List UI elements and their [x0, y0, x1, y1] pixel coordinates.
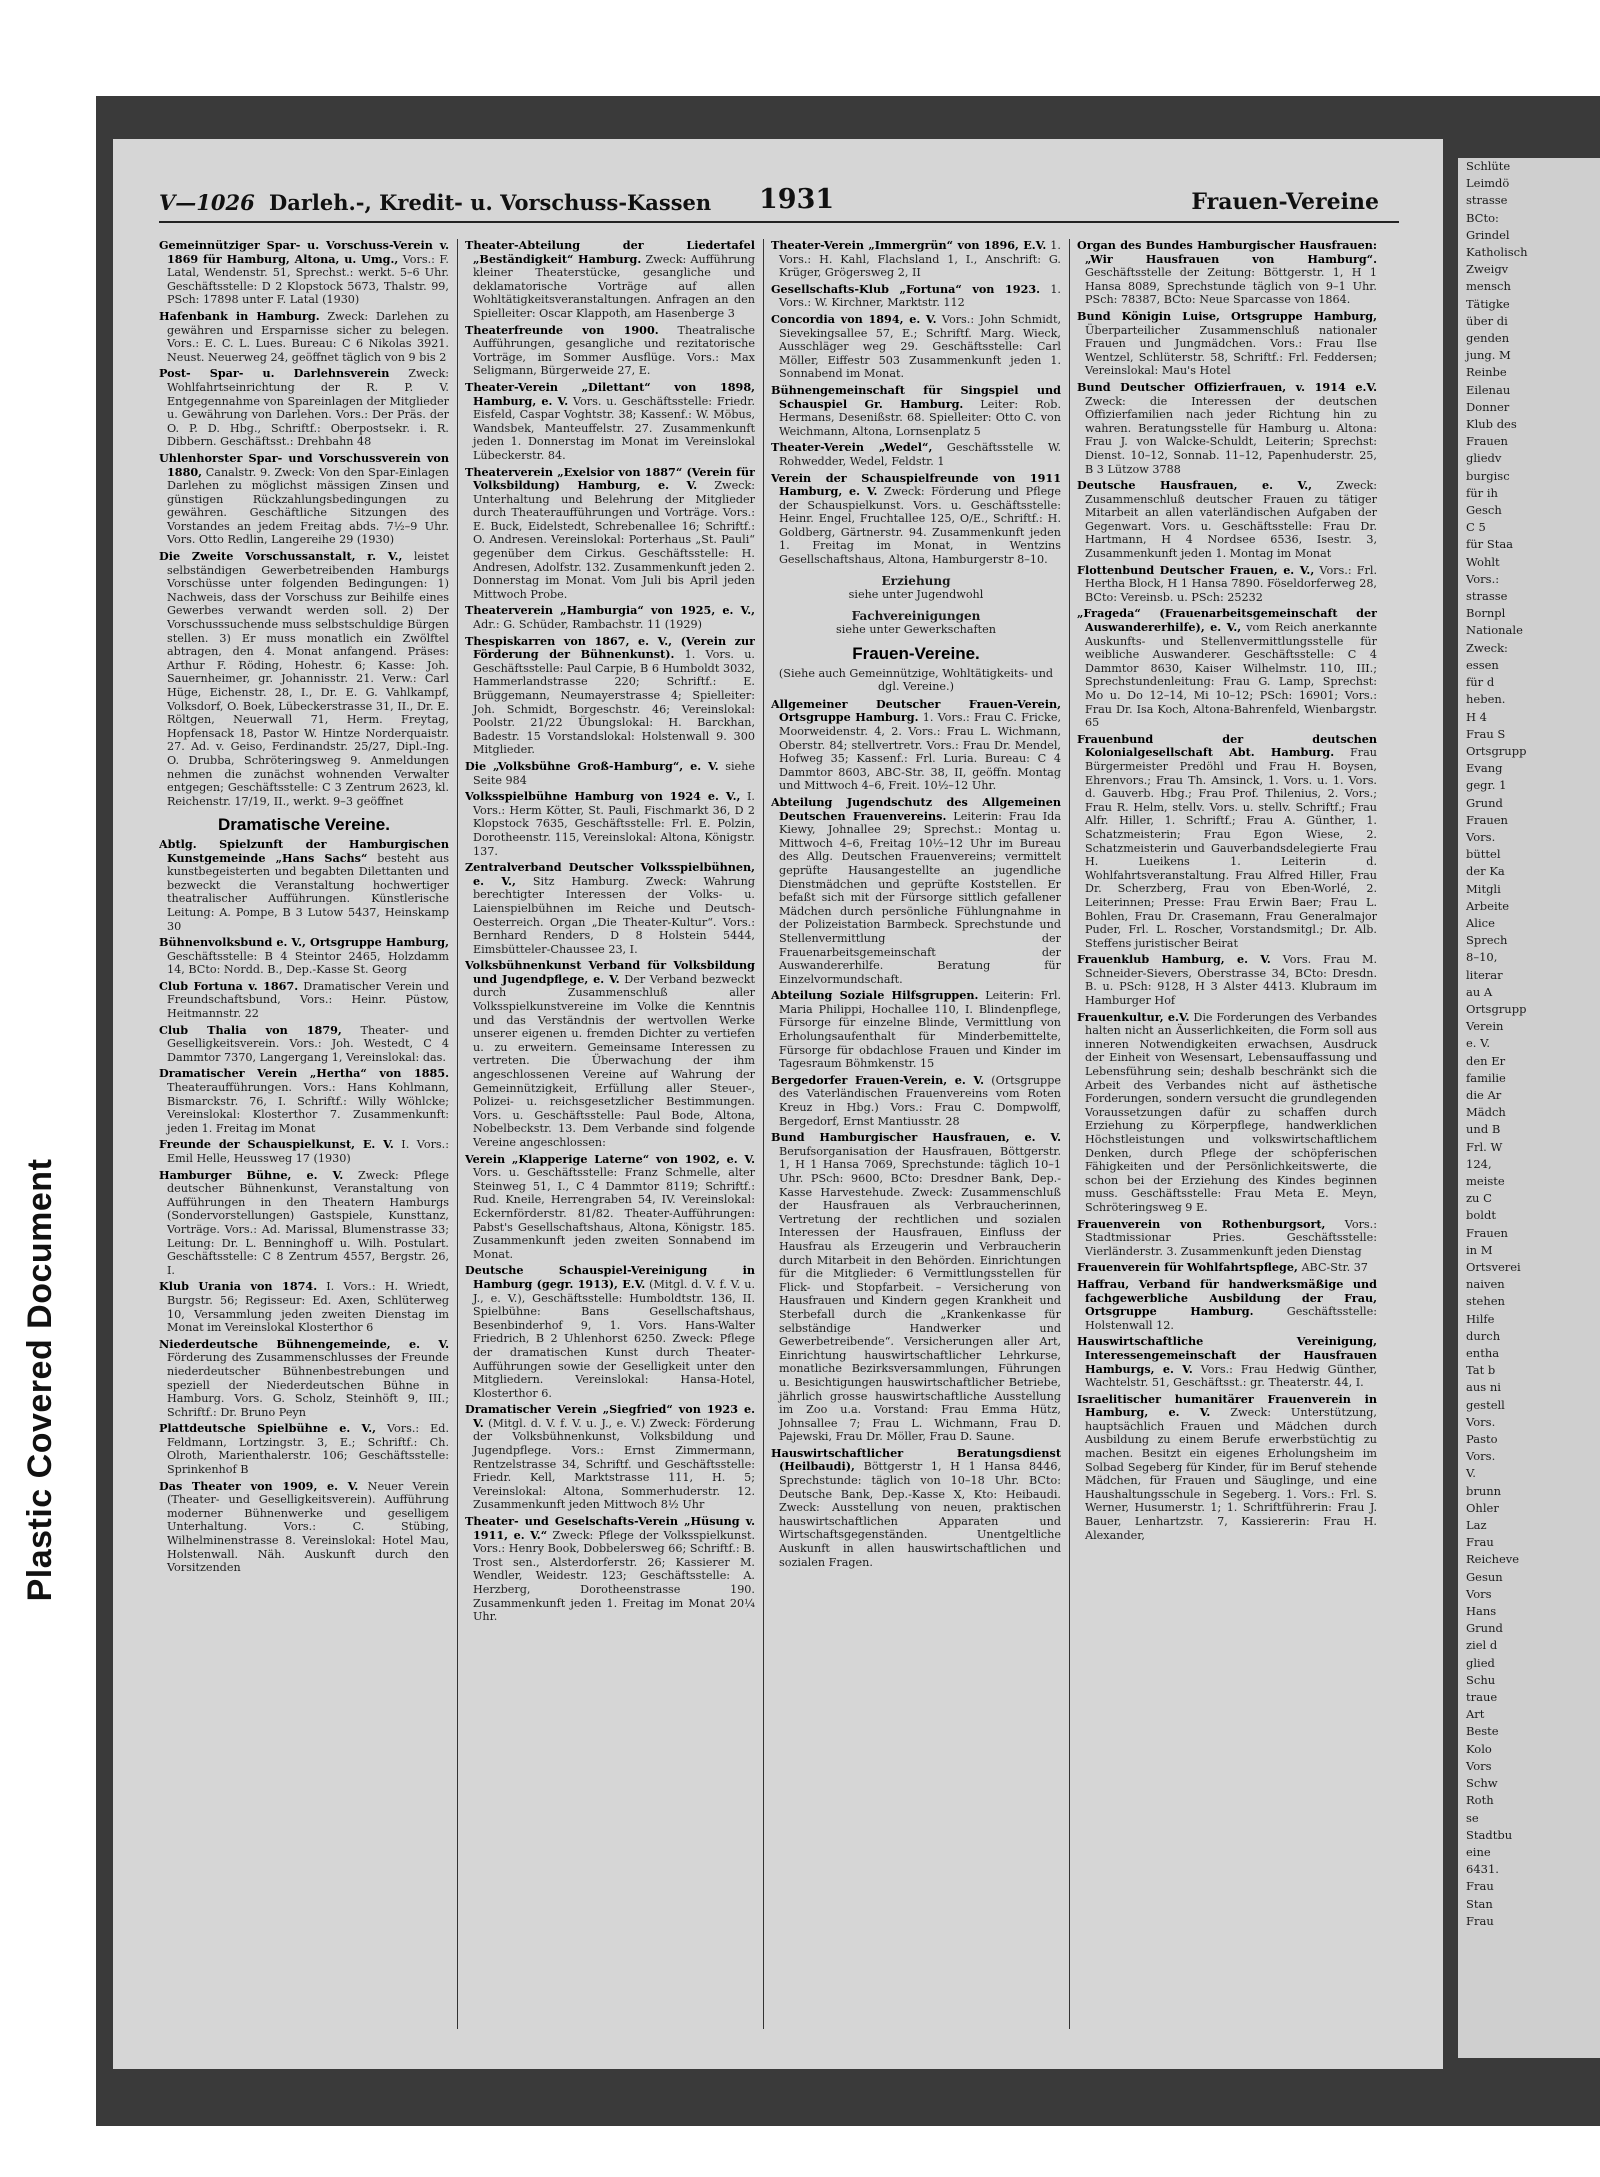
fragment-line: Reinbe: [1466, 365, 1507, 380]
fragment-line: Frau: [1466, 1535, 1494, 1550]
entry-name: Klub Urania von 1874.: [159, 1279, 318, 1294]
fragment-line: büttel: [1466, 847, 1501, 862]
plastic-covered-label: Plastic Covered Document: [21, 1158, 59, 1602]
fragment-line: au A: [1466, 984, 1493, 999]
fragment-line: Sprech: [1466, 933, 1508, 948]
entry-text: Leiterin: Frau Ida Kiewy, Johnallee 29; Sprechst.: Montag u. Mittwoch 4–6, Freitag 10½–12 Uhr im Bureau des Allg. Deutschen Frauenvereins; vermittelt geprüfte Hausangestellte an jugendliche Dienstmädchen und geprüfte Koststellen. Er befaßt sich mit der Fürsorge sittlich gefallener Mädchen durch persönliche Fühlungnahme in der Polizeistation Barmbeck. Sprechstunde und Stellenvermittlung der Frauenarbeitsgemeinschaft der Auswandererhilfe. Beratung für Einzelvormundschaft.: [779, 809, 1061, 986]
fragment-line: Eilenau: [1466, 382, 1511, 397]
entry-list: [465, 239, 755, 1624]
directory-entry: [1077, 381, 1377, 476]
fragment-line: familie: [1466, 1070, 1506, 1085]
column-3: [771, 239, 1061, 2039]
entry-text: Geschäftsstelle: B 4 Steintor 2465, Holzdamm 14, BCto: Nordd. B., Dep.-Kasse St. Georg: [167, 949, 449, 977]
entry-name: Theater-Verein „Immergrün“ von 1896, E.V.: [771, 239, 1047, 252]
fragment-line: Ortsgrupp: [1466, 743, 1527, 758]
fragment-line: genden: [1466, 331, 1510, 346]
fragment-line: Frau S: [1466, 726, 1506, 741]
directory-entry: [1077, 1011, 1377, 1215]
entry-name: Bund Deutscher Offizierfrauen, v. 1914 e.V.: [1077, 379, 1377, 394]
directory-entry: [159, 838, 449, 933]
directory-entry: [159, 367, 449, 449]
fragment-line: Art: [1466, 1707, 1485, 1722]
directory-entry: [1077, 1261, 1377, 1275]
fragment-line: C 5: [1466, 520, 1486, 535]
entry-name: Uhlenhorster Spar- und Vorschussverein von 1880,: [159, 450, 449, 479]
fragment-line: Schw: [1466, 1776, 1498, 1791]
fragment-line: und B: [1466, 1122, 1501, 1137]
entry-name: Zentralverband Deutscher Volksspielbühnen, e. V.,: [465, 860, 755, 888]
directory-entry: [159, 1480, 449, 1575]
entry-name: Volksbühnenkunst Verband für Volksbildung und Jugendpflege, e. V.: [465, 958, 755, 986]
fragment-line: den Er: [1466, 1053, 1506, 1068]
entry-name: Frauenverein von Rothenburgsort,: [1077, 1216, 1326, 1231]
entry-text: Vors. Frau M. Schneider-Sievers, Oberstrasse 34, BCto: Dresdn. B. u. PSch: 9128, H 3 Alster 4413. Klubraum im Hamburger Hof: [1085, 953, 1377, 1008]
directory-entry: [159, 550, 449, 808]
entry-name: Hamburger Bühne, e. V.: [159, 1167, 344, 1182]
fragment-line: stehen: [1466, 1294, 1505, 1309]
directory-entry: [771, 1447, 1061, 1569]
entry-list: [1077, 239, 1377, 1542]
fragment-line: essen: [1466, 657, 1499, 672]
directory-entry: [465, 635, 755, 757]
entry-text: Leiterin: Frl. Maria Philippi, Hochallee 110, I. Blindenpflege, Fürsorge für einzelne Blinde, Vermittlung von Erholungsaufenthalt für Minderbemittelte, Fürsorge für obdachlose Frauen und Kinder im Tagesraum Böhmkenstr. 15: [779, 989, 1061, 1071]
entry-name: Bühnenvolksbund e. V., Ortsgruppe Hamburg,: [159, 935, 449, 950]
fragment-line: zu C: [1466, 1191, 1492, 1206]
directory-entry: [159, 239, 449, 307]
fragment-line: Kolo: [1466, 1741, 1492, 1756]
entry-name: Bund Königin Luise, Ortsgruppe Hamburg,: [1077, 308, 1377, 323]
directory-entry: [1077, 1218, 1377, 1259]
fragment-line: Beste: [1466, 1724, 1499, 1739]
entry-name: Frauenklub Hamburg, e. V.: [1077, 952, 1271, 967]
directory-entry: [1077, 239, 1377, 307]
fragment-line: 124,: [1466, 1156, 1492, 1171]
directory-entry: [159, 1338, 449, 1420]
entry-text: Zweck: Pflege deutscher Bühnenkunst, Veranstaltung von Aufführungen in den Theatern Hamburgs (Sondervorstellungen) Gastspiele, Kunsttanz, Vorträge. Vors.: Ad. Marissal, Blumenstrasse 33; Leitung: Dr. L. Benninghoff u. Wilh. Postulart. Geschäftsstelle: C 8 Zentrum 4557, Bergstr. 26, I.: [167, 1168, 449, 1277]
fragment-line: V.: [1466, 1466, 1476, 1481]
entry-name: Hafenbank in Hamburg.: [159, 308, 320, 323]
directory-entry: [771, 384, 1061, 438]
fragment-line: Frauen: [1466, 1225, 1508, 1240]
fragment-line: Leimdö: [1466, 176, 1510, 191]
entry-name: Theater-Verein „Dilettant“ von 1898, Hamburg, e. V.: [465, 379, 755, 408]
column-rule: [457, 239, 458, 2029]
entry-text: Die Forderungen des Verbandes halten nicht an Äusserlichkeiten, die Form soll aus inneren Notwendigkeiten erwachsen, Ausdruck der Einheit von Wesensart, Lebensauffassung und Lebensführung sein; deshalb beschränkt sich die Arbeit des Verbandes nicht auf ästhetische Forderungen, sondern versucht die grundlegenden Voraussetzungen dafür zu schaffen durch Erziehung zu Körperpflege, handwerklichen Höchstleistungen und volkswirtschaftlichem Denken, durch Pflege der schöpferischen Fähigkeiten und der Persönlichkeitswerte, die schon bei der Erziehung des Kindes beginnen muss. Geschäftsstelle: Frau Meta E. Meyn, Schröteringsweg 9 E.: [1085, 1010, 1377, 1214]
entry-name: Niederdeutsche Bühnengemeinde, e. V.: [159, 1336, 449, 1351]
entry-name: Bund Hamburgischer Hausfrauen, e. V.: [771, 1130, 1061, 1145]
entry-text: Theateraufführungen. Vors.: Hans Kohlmann, Bismarckstr. 76, I. Schriftf.: Willy Wöhlcke; Vereinslokal: Klosterthor 7. Zusammenkunft: jeden 1. Freitag im Monat: [167, 1081, 449, 1135]
entry-text: Sitz Hamburg. Zweck: Wahrung berechtigter Interessen der Volks- u. Laienspielbühnen im Reiche und Deutsch-Oesterreich. Organ „Die Theater-Kultur“. Vors.: Bernhard Renders, D 8 Holstein 5444, Eimsbütteler-Chaussee 23, I.: [473, 874, 755, 956]
fragment-line: literar: [1466, 967, 1503, 982]
fragment-line: Vors.: [1466, 829, 1496, 844]
fragment-line: der Ka: [1466, 864, 1505, 879]
document-page: [113, 139, 1443, 2069]
fragment-line: heben.: [1466, 692, 1506, 707]
fragment-line: gegr. 1: [1466, 778, 1507, 793]
entry-name: Das Theater von 1909, e. V.: [159, 1478, 359, 1493]
fragment-line: Mädch: [1466, 1105, 1506, 1120]
directory-entry: [771, 441, 1061, 468]
directory-entry: [159, 310, 449, 364]
entry-name: Haffrau, Verband für handwerksmäßige und fachgewerbliche Ausbildung der Frau, Ortsgruppe Hamburg.: [1077, 1276, 1377, 1319]
entry-text: Adr.: G. Schüder, Rambachstr. 11 (1929): [473, 618, 702, 632]
directory-entry: [159, 1138, 449, 1165]
heading-fachvereinigungen: Fachvereinigungen: [851, 608, 981, 623]
entry-text: Zweck: Förderung und Pflege der Schauspielkunst. Vors. u. Geschäftsstelle: Heinr. Engel, Fruchtallee 125, O/E., Schriftf.: H. Goldberg, Gärtnerstr. 94. Zusammenkunft jeden 1. Freitag im Monat, in Wentzins Gesellschaftshaus, Altona, Hamburgerstr 8–10.: [779, 485, 1061, 567]
directory-entry: [1077, 310, 1377, 378]
column-rule: [763, 239, 764, 2029]
column-4: [1077, 239, 1377, 2039]
entry-name: Bühnengemeinschaft für Singspiel und Schauspiel Gr. Hamburg.: [771, 382, 1061, 411]
fragment-line: Vors: [1466, 1758, 1492, 1773]
column-2: [465, 239, 755, 2039]
entry-text: vom Reich anerkannte Auskunfts- und Stellenvermittlungsstelle für weibliche Auswanderer. Geschäftsstelle: C 4 Dammtor 8630, Kaiser Wilhelmstr. 110, III.; Sprechstundenleitung: Frau G. Lamp, Sprechst: Mo u. Do 12–14, Mi 10–12; PSch: 16901; Vors.: Frau Dr. Isa Koch, Altona-Bahrenfeld, Wienbargstr. 65: [1085, 621, 1377, 730]
fragment-line: e. V.: [1466, 1036, 1491, 1051]
fragment-line: Ortsgrupp: [1466, 1001, 1527, 1016]
page-number: V—1026: [159, 190, 255, 215]
entry-text: Vors.: Ed. Feldmann, Lortzingstr. 3, E.; Schriftf.: Ch. Olroth, Marienthalerstr. 106; Geschäftsstelle: Sprinkenhof B: [167, 1422, 449, 1477]
adjacent-page-fragment: [1458, 158, 1600, 2058]
entry-name: Abteilung Jugendschutz des Allgemeinen Deutschen Frauenvereins.: [771, 794, 1061, 823]
entry-text: Geschäftsstelle: Holstenwall 12.: [1085, 1305, 1377, 1332]
fragment-line: aus ni: [1466, 1380, 1501, 1395]
entry-name: Theaterverein „Hamburgia“ von 1925, e. V.,: [465, 603, 755, 618]
entry-name: Concordia von 1894, e. V.: [771, 311, 937, 326]
entry-text: Vors.: Frl. Hertha Block, H 1 Hansa 7890. Föseldorferweg 28, BCto: Vereinsb. u. PSch: 25232: [1085, 563, 1377, 604]
fragment-line: BCto:: [1466, 210, 1499, 225]
entry-text: Zweck: Darlehen zu gewähren und Ersparnisse sicher zu belegen. Vors.: E. C. L. Lues. Bureau: C 6 Nikolas 3921. Neust. Neuerweg 24, geöffnet täglich von 9 bis 2: [167, 309, 449, 364]
directory-entry: [465, 959, 755, 1149]
entry-name: Deutsche Hausfrauen, e. V.,: [1077, 478, 1313, 493]
directory-entry: [771, 796, 1061, 986]
entry-name: Gemeinnütziger Spar- u. Vorschuss-Verein v. 1869 für Hamburg, Altona, u. Umg.,: [159, 239, 449, 266]
entry-name: Theater-Abteilung der Liedertafel „Beständigkeit“ Hamburg.: [465, 239, 755, 266]
entry-name: Abteilung Soziale Hilfsgruppen.: [771, 988, 979, 1003]
entry-text: leistet selbständigen Gewerbetreibenden Hamburgs Vorschüsse unter folgenden Bedingungen: 1) Nachweis, dass der Vorschuss zur Beihilfe eines Gewerbes verwandt werden soll. 2) Der Vorschusssuchende muss selbstschuldige Bürgen stellen. 3) Er muss monatlich ein Zwölftel abtragen, den 4. Monat anfangend. Präses: Arthur F. Röding, Hohestr. 6; Kasse: Joh. Sauernheimer, gr. Johannisstr. 21. Verw.: Carl Hüge, Eichenstr. 28, I., Dr. E. G. Vahlkampf, Volksdorf, O. Boek, Lübeckerstrasse 31, II., Dr. E. Röltgen, Neuerwall 71, Herm. Freytag, Hopfensack 18, Pastor W. Hintze Norderquaistr. 27. Ad. v. Geiso, Ferdinandstr. 25/27, Dipl.-Ing. O. Drubba, Schröteringsweg 9. Anmeldungen nehmen die zunächst wohnenden Verwalter entgegen; Geschäftsstelle: C 3 Zentrum 2623, kl. Reichenstr. 17/19, II., werkt. 9–3 geöffnet: [167, 550, 449, 808]
entry-text: Zweck: die Interessen der deutschen Offizierfamilien nach jeder Richtung hin zu wahren. Beratungsstelle für Hamburg u. Altona: Frau J. von Walcke-Schuldt, Leiterin; Sprechst: Dienst. 10–12, Sonnab. 11–12, Papenhuderstr. 25, B 3 Lützow 3788: [1085, 394, 1377, 476]
entry-text: siehe Seite 984: [473, 759, 755, 787]
directory-entry: [465, 466, 755, 602]
fragment-line: Grund: [1466, 1621, 1503, 1636]
page-year: 1931: [759, 184, 835, 215]
fragment-line: Wohlt: [1466, 554, 1500, 569]
section-title: Frauen-Vereine: [1191, 189, 1379, 215]
directory-entry: [159, 1067, 449, 1135]
entry-name: Dramatischer Verein „Hertha“ von 1885.: [159, 1066, 449, 1081]
entry-text: 1. Vors. u. Geschäftsstelle: Paul Carpie, B 6 Humboldt 3032, Hammerlandstrasse 220; Schriftf.: E. Brüggemann, Neumayerstrasse 4; Spielleiter: Joh. Schmidt, Borgeschstr. 46; Vereinslokal: Poolstr. 21/22 Übungslokal: H. Barckhan, Badestr. 15 Vorstandslokal: Holstenwall 9. 300 Mitglieder.: [473, 648, 755, 757]
fragment-line: Frl. W: [1466, 1139, 1503, 1154]
directory-entry: [159, 1024, 449, 1065]
directory-entry: [465, 381, 755, 463]
fragment-line: Mitgli: [1466, 881, 1501, 896]
directory-entry: [771, 1131, 1061, 1444]
fragment-line: Bornpl: [1466, 606, 1506, 621]
fragment-line: Reicheve: [1466, 1552, 1520, 1567]
fragment-line: gliedv: [1466, 451, 1502, 466]
entry-text: Überparteilicher Zusammenschluß nationaler Frauen und Jungmädchen. Vors.: Frau Ilse Wentzel, Schlüterstr. 58, Schriftf.: Frl. Feddersen; Vereinslokal: Mau's Hotel: [1085, 323, 1377, 378]
fragment-line: entha: [1466, 1346, 1500, 1361]
entry-text: Leiter: Rob. Hermans, Desenißstr. 68. Spielleiter: Otto C. von Weichmann, Altona, Lornsenplatz 5: [779, 397, 1061, 438]
fragment-line: Frau: [1466, 1879, 1494, 1894]
fragment-line: Klub des: [1466, 417, 1517, 432]
entry-name: Volksspielbühne Hamburg von 1924 e. V.,: [465, 789, 741, 804]
column-1: [159, 239, 449, 2039]
fragment-line: Frauen: [1466, 434, 1508, 449]
fragment-line: Roth: [1466, 1793, 1494, 1808]
entry-text: Theatralische Aufführungen, gesangliche und rezitatorische Vorträge, im Sommer Ausflüge. Vors.: Max Seligmann, Bürgerweide 27, E.: [473, 323, 755, 378]
entry-text: 1. Vors.: H. Kahl, Flachsland 1, I., Anschrift: G. Krüger, Grögersweg 2, II: [779, 239, 1061, 280]
entry-text: Zweck: Zusammenschluß deutscher Frauen zu tätiger Mitarbeit an allen vaterländischen Aufgaben der Gegenwart. Vors. u. Geschäftsstelle: Frau Dr. Hartmann, H 4 Nordsee 6536, Isestr. 3, Zusammenkunft jeden 1. Montag im Monat: [1085, 479, 1377, 561]
entry-name: Thespiskarren von 1867, e. V., (Verein zur Förderung der Bühnenkunst).: [465, 633, 755, 662]
directory-entry: [771, 283, 1061, 310]
directory-entry: [465, 324, 755, 378]
entry-text: I. Vors.: H. Wriedt, Burgstr. 56; Regisseur: Ed. Axen, Schlüterweg 10, Versammlung jeden zweiten Dienstag im Monat im Vereinslokal Klosterthor 6: [167, 1280, 449, 1335]
fragment-line: gestell: [1466, 1397, 1505, 1412]
fragment-line: Donner: [1466, 399, 1510, 414]
fragment-line: in M: [1466, 1242, 1493, 1257]
directory-entry: [465, 1264, 755, 1400]
directory-entry: [1077, 479, 1377, 561]
entry-text: 1. Vors.: W. Kirchner, Marktstr. 112: [779, 282, 1061, 310]
entry-name: Plattdeutsche Spielbühne e. V.,: [159, 1421, 377, 1436]
fragment-line: für d: [1466, 675, 1495, 690]
directory-entry: [465, 239, 755, 321]
fragment-line: Alice: [1466, 915, 1495, 930]
fragment-line: Vors.:: [1466, 571, 1500, 586]
directory-entry: [771, 239, 1061, 280]
fragment-line: Stadtbu: [1466, 1827, 1513, 1842]
entry-text: Zweck: Unterstützung, hauptsächlich Frauen und Mädchen durch Ausbildung zu einem Berufe erwerbstüchtig zu machen. Besitzt ein eigenes Erholungsheim im Solbad Segeberg für Kinder, für im Beruf stehende Mädchen, für Frauen und Säuglinge, und eine Haushaltungsschule in Segeberg. 1. Vors.: Frl. S. Werner, Husumerstr. 1; 1. Schriftführerin: Frau J. Bauer, Lenhartzstr. 7, Kassiererin: Frau H. Alexander,: [1085, 1406, 1377, 1542]
entry-name: Dramatischer Verein „Siegfried“ von 1923 e. V.: [465, 1402, 755, 1430]
heading-erziehung: Erziehung: [881, 573, 951, 588]
fragment-line: Ohler: [1466, 1500, 1499, 1515]
page-header: [159, 185, 1399, 223]
fragment-line: Grund: [1466, 795, 1503, 810]
note-erziehung: siehe unter Jugendwohl: [848, 588, 984, 602]
entry-name: Frauenverein für Wohlfahrtspflege,: [1077, 1260, 1298, 1275]
fragment-line: Evang: [1466, 761, 1503, 776]
entry-text: ABC-Str. 37: [1301, 1261, 1368, 1275]
fragment-line: Vors.: [1466, 1414, 1496, 1429]
fragment-line: ziel d: [1466, 1638, 1498, 1653]
entry-text: Vors. u. Geschäftsstelle: Franz Schmelle, alter Steinweg 51, I., C 4 Dammtor 8119; Schriftf.: Rud. Kneile, Herrengraben 54, IV. Vereinslokal: Eckernförderstr. 81/82. Theater-Aufführungen: Pabst's Gesellschaftshaus, Altona, Königstr. 185. Zusammenkunft jeden zweiten Sonnabend im Monat.: [473, 1166, 755, 1261]
entry-name: Club Thalia von 1879,: [159, 1022, 342, 1037]
fragment-line: Schlüte: [1466, 159, 1511, 173]
entry-text: Geschäftsstelle der Zeitung: Böttgerstr. 1, H 1 Hansa 8089, Sprechstunde täglich von 9–1 Uhr. PSch: 78387, BCto: Neue Sparcasse von 1864.: [1085, 266, 1377, 307]
fragment-line: traue: [1466, 1690, 1498, 1705]
fragment-line: H 4: [1466, 709, 1488, 724]
fragment-line: Gesch: [1466, 503, 1502, 518]
fragment-line: Ortsverei: [1466, 1260, 1521, 1274]
directory-entry: [465, 760, 755, 787]
fragment-line: boldt: [1466, 1208, 1496, 1223]
entry-name: Hauswirtschaftlicher Beratungsdienst (Heilbaudi),: [771, 1445, 1061, 1474]
directory-entry: [465, 1515, 755, 1624]
directory-entry: [1077, 953, 1377, 1007]
entry-name: Israelitischer humanitärer Frauenverein in Hamburg, e. V.: [1077, 1391, 1377, 1420]
entry-text: I. Vors.: Herm Kötter, St. Pauli, Fischmarkt 36, D 2 Klopstock 7635, Geschäftsstelle: Frl. E. Polzin, Dorotheenstr. 115, Vereinslokal: Altona, Königstr. 137.: [473, 790, 755, 858]
fragment-line: Nationale: [1466, 623, 1523, 638]
fragment-line: jung. M: [1466, 348, 1511, 363]
directory-entry: [465, 1403, 755, 1512]
directory-entry: [1077, 607, 1377, 729]
fragment-line: eine: [1466, 1844, 1491, 1859]
entry-name: Allgemeiner Deutscher Frauen-Verein, Ortsgruppe Hamburg.: [771, 696, 1061, 725]
directory-entry: [159, 980, 449, 1021]
entry-text: (Mitgl. d. V. f. V. u. J., e. V.) Zweck: Förderung der Volksbühnenkunst, Volksbildung und Jugendpflege. Vors.: Ernst Zimmermann, Rentzelstrasse 34, Schriftf. und Geschäftsstelle: Friedr. Kell, Marktstrasse 111, H. 5; Vereinslokal: Altona, Sommerhuderstr. 12. Zusammenkunft jeden Mittwoch 8½ Uhr: [473, 1416, 755, 1512]
entry-name: Theater-Verein „Wedel“,: [771, 440, 933, 455]
fragment-line: brunn: [1466, 1483, 1502, 1498]
directory-entry: [1077, 733, 1377, 951]
fragment-line: Hilfe: [1466, 1311, 1495, 1326]
entry-text: Zweck: Wohlfahrtseinrichtung der R. P. V. Entgegennahme von Spareinlagen der Mitglieder u. Gewährung von Darlehen. Vors.: Der Präs. der O. P. D. Hbg., Schriftf.: Oberpostsekr. i. R. Dibbern. Geschäftsst.: Drehbahn 48: [167, 367, 449, 449]
fragment-line: Frauen: [1466, 812, 1508, 827]
entry-name: Theaterverein „Exelsior von 1887“ (Verein für Volksbildung) Hamburg, e. V.: [465, 464, 755, 493]
fragment-line: 8–10,: [1466, 950, 1498, 965]
entry-name: Flottenbund Deutscher Frauen, e. V.,: [1077, 562, 1315, 577]
entry-text: Frau Bürgermeister Predöhl und Frau H. Boysen, Ehrenvors.; Frau Th. Amsinck, 1. Vors. u. 1. Vors. d. Gauverb. Hbg.; Frau Prof. Thilenius, 2. Vors.; Frau R. Helm, stellv. Vors. u. stellv. Schriftf.; Frau Alfr. Hiller, 1. Schriftf.; Frau A. Günther, 1. Schatzmeisterin; Frau Egon Wiese, 2. Schatzmeisterin und Gauverbandsdelegierte Frau H. Lueikens 1. Leiterin d. Wohlfahrtsveranstaltung. Frau Alfred Hiller, Frau Dr. Scherzberg, Frau von Eben-Worlé, 2. Leiterinnen; Presse: Frau Erwin Baer; Frau L. Bohlen, Frau Dr. Crasemann, Frau Generalmajor Puder, Frl. L. Roscher, Vorstandsmitgl.; Dr. Alb. Steffens juristischer Beirat: [1085, 746, 1377, 950]
entry-text: Zweck: Unterhaltung und Belehrung der Mitglieder durch Theateraufführungen und Vorträge. Vors.: E. Buck, Eidelstedt, Schrebenallee 16; Schriftf.: O. Andresen. Vereinslokal: Porterhaus „St. Pauli“ gegenüber dem Cirkus. Geschäftsstelle: H. Andresen, Adolfstr. 132. Zusammenkunft jeden 2. Donnerstag im Monat. Vom Juli bis April jeden Mittwoch Probe.: [473, 479, 755, 601]
entry-text: Vors.: John Schmidt, Sievekingsallee 57, E.; Schriftf. Marg. Wieck, Ausschläger weg 29. Geschäftsstelle: Carl Möller, Eiffestr 503 Zusammenkunft jeden 1. Sonnabend im Monat.: [779, 312, 1061, 381]
entry-text: Geschäftsstelle W. Rohwedder, Wedel, Feldstr. 1: [779, 441, 1061, 468]
entry-text: Vors.: Stadtmissionar Pries. Geschäftsstelle: Vierländerstr. 3. Zusammenkunft jeden Dienstag: [1085, 1217, 1377, 1258]
entry-list: [159, 838, 449, 1575]
fragment-line: mensch: [1466, 279, 1511, 294]
fragment-line: naiven: [1466, 1277, 1505, 1292]
fragment-line: Vors: [1466, 1586, 1492, 1601]
directory-entry: [159, 1422, 449, 1476]
entry-text: Böttgerstr 1, H 1 Hansa 8446, Sprechstunde: täglich von 10–18 Uhr. BCto: Deutsche Bank, Dep.-Kasse X, Kto: Heibaudi. Zweck: Ausstellung von neuen, praktischen hauswirtschaftlichen Apparaten und Wirtschaftsgegenständen. Unentgeltliche Auskunft in allen hauswirtschaftlichen und sozialen Fragen.: [779, 1460, 1061, 1569]
entry-name: Verein „Klapperige Laterne“ von 1902, e. V.: [465, 1151, 755, 1166]
entry-name: Theaterfreunde von 1900.: [465, 322, 659, 337]
fragment-line: die Ar: [1466, 1087, 1502, 1102]
entry-name: Die Zweite Vorschussanstalt, r. V.,: [159, 549, 403, 564]
directory-entry: [465, 790, 755, 858]
page-title: Darleh.-, Kredit- u. Vorschuss-Kassen: [269, 190, 712, 215]
entry-text: Der Verband bezweckt durch Zusammenschluß aller Volksspielkunstvereine im Volke die Kenntnis und das Verständnis der wertvollen Werke unserer eigenen u. fremden Dichter zu vertiefen u. zu erweitern. Gemeinsame Interessen zu vertreten. Die Überwachung der ihm angeschlossenen Vereine auf Wahrung der Gemeinnützigkeit, Erfüllung aller Steuer-, Polizei- u. reichsgesetzlicher Bestimmungen. Vors. u. Geschäftsstelle: Paul Bode, Altona, Nobelbeckstr. 13. Dem Verbande sind folgende Vereine angeschlossen:: [473, 972, 755, 1149]
directory-entry: [159, 936, 449, 977]
directory-entry: [1077, 564, 1377, 605]
entry-list: [771, 239, 1061, 567]
fragment-line: Katholisch: [1466, 245, 1528, 260]
fragment-line: Arbeite: [1466, 898, 1510, 913]
fragment-line: burgisc: [1466, 468, 1510, 483]
entry-name: Theater- und Geselschafts-Verein „Hüsung v. 1911, e. V.“: [465, 1514, 755, 1542]
fragment-line: 6431.: [1466, 1862, 1499, 1877]
entry-list: [159, 239, 449, 808]
directory-entry: [159, 452, 449, 547]
entry-text: Förderung des Zusammenschlusses der Freunde niederdeutscher Bühnenbestrebungen und speziell der Niederdeutschen Bühne in Hamburg. Vors. G. Scholz, Steinhöft 9, III.; Schriftf.: Dr. Bruno Peyn: [167, 1351, 449, 1419]
fragment-line: Frau: [1466, 1913, 1494, 1928]
fragment-line: über di: [1466, 313, 1508, 328]
entry-name: Club Fortuna v. 1867.: [159, 978, 299, 993]
entry-list: [771, 698, 1061, 1569]
section-heading-frauen-vereine: Frauen-Vereine.: [852, 644, 980, 664]
directory-entry: [465, 861, 755, 956]
fragment-line: für Staa: [1466, 537, 1514, 552]
note-fachvereinigungen: siehe unter Gewerkschaften: [836, 623, 996, 637]
directory-entry: [771, 1074, 1061, 1128]
entry-text: I. Vors.: Emil Helle, Heussweg 17 (1930): [167, 1138, 449, 1165]
fragment-line: Zweck:: [1466, 640, 1508, 655]
entry-text: Zweck: Aufführung kleiner Theaterstücke, gesangliche und deklamatorische Vorträge auf allen Wohltätigkeitsveranstaltungen. Anfragen an den Spielleiter: Oscar Klappoth, am Hasenberge 3: [473, 252, 755, 320]
entry-name: Organ des Bundes Hamburgischer Hausfrauen: „Wir Hausfrauen von Hamburg“.: [1077, 239, 1377, 266]
fragment-line: durch: [1466, 1328, 1501, 1343]
entry-text: (Ortsgruppe des Vaterländischen Frauenvereins vom Roten Kreuz in Hbg.) Vors.: Frau C. Dompwolff, Bergedorf, Ernst Mantiusstr. 28: [779, 1073, 1061, 1128]
entry-name: Die „Volksbühne Groß-Hamburg“, e. V.: [465, 758, 719, 773]
entry-name: Frauenbund der deutschen Kolonialgesellschaft Abt. Hamburg.: [1077, 731, 1377, 760]
fragment-line: strasse: [1466, 193, 1508, 208]
column-rule: [1069, 239, 1070, 2029]
entry-text: Zweck: Pflege der Volksspielkunst. Vors.: Henry Book, Dobbelersweg 66; Schriftf.: B. Trost sen., Alsterdorferstr. 26; Kassierer M. Wendler, Weidestr. 123; Geschäftsstelle: A. Herzberg, Dorotheenstrasse 190. Zusammenkunft jeden 1. Freitag im Monat 20¼ Uhr.: [473, 1528, 755, 1624]
entry-text: (Mitgl. d. V. f. V. u. J., e. V.), Geschäftsstelle: Humboldtstr. 136, II. Spielbühne: Bans Gesellschaftshaus, Besenbinderhof 9, 1. Vors. Hans-Walter Friedrich, B 2 Uhlenhorst 6250. Zweck: Pflege der dramatischen Kunst durch Theater-Aufführungen sowie der Geselligkeit unter den Mitgliedern. Vereinslokal: Hansa-Hotel, Klosterthor 6.: [473, 1277, 755, 1400]
entry-text: besteht aus kunstbegeisterten und begabten Dilettanten und bezweckt die Veranstaltung hochwertiger theatralischer Aufführungen. Künstlerische Leitung: A. Pompe, B 3 Lutow 5437, Heinskamp 30: [167, 851, 449, 933]
entry-text: 1. Vors.: Frau C. Fricke, Moorweidenstr. 4, 2. Vors.: Frau L. Wichmann, Oberstr. 84; stellvertretr. Vors.: Frau Dr. Mendel, Hofweg 35; Kassenf.: Frl. Luria. Bureau: C 4 Dammtor 8603, ABC-Str. 38, II, geöffn. Montag und Mittwoch 4–6, Freit. 10½–12 Uhr.: [779, 711, 1061, 793]
directory-entry: [465, 604, 755, 631]
fragment-line: se: [1466, 1810, 1479, 1825]
entry-name: Bergedorfer Frauen-Verein, e. V.: [771, 1072, 984, 1087]
note-frauen-vereine: (Siehe auch Gemeinnützige, Wohltätigkeits- und dgl. Vereine.): [778, 666, 1054, 694]
fragment-line: Grindel: [1466, 227, 1510, 242]
fragment-line: Hans: [1466, 1604, 1497, 1619]
entry-name: Frauenkultur, e.V.: [1077, 1009, 1190, 1024]
entry-text: Neuer Verein (Theater- und Geselligkeitsverein). Aufführung moderner Bühnenwerke und geselligem Unterhaltung. Vors.: C. Stübing, Wilhelminenstrasse 8. Vereinslokal: Hotel Mau, Holstenwall. Näh. Auskunft durch den Vorsitzenden: [167, 1479, 449, 1575]
fragment-line: meiste: [1466, 1173, 1505, 1188]
entry-name: „Frageda“ (Frauenarbeitsgemeinschaft der Auswandererhilfe), e. V.,: [1077, 606, 1377, 635]
fragment-line: Stan: [1466, 1896, 1493, 1911]
fragment-line: für ih: [1466, 485, 1498, 500]
directory-entry: [771, 989, 1061, 1071]
section-heading-dramatische-vereine: Dramatische Vereine.: [218, 815, 390, 835]
entry-name: Post- Spar- u. Darlehnsverein: [159, 366, 390, 381]
fragment-line: Vors.: [1466, 1449, 1496, 1464]
directory-entry: [1077, 1278, 1377, 1332]
fragment-line: Schu: [1466, 1672, 1496, 1687]
entry-name: Deutsche Schauspiel-Vereinigung in Hamburg (gegr. 1913), E.V.: [465, 1263, 755, 1291]
directory-entry: [771, 472, 1061, 567]
fragment-line: Gesun: [1466, 1569, 1503, 1584]
fragment-line: glied: [1466, 1655, 1495, 1670]
directory-entry: [159, 1169, 449, 1278]
entry-text: Vors.: F. Latal, Wendenstr. 51, Sprechst.: werkt. 5–6 Uhr. Geschäftsstelle: D 2 Klopstock 5673, Thalstr. 99, PSch: 17898 unter F. Latal (1930): [167, 252, 449, 307]
directory-entry: [1077, 1393, 1377, 1543]
entry-name: Freunde der Schauspielkunst, E. V.: [159, 1137, 394, 1152]
entry-name: Abtlg. Spielzunft der Hamburgischen Kunstgemeinde „Hans Sachs“: [159, 836, 449, 865]
fragment-line: Verein: [1466, 1019, 1504, 1034]
entry-text: Vors.: Frau Hedwig Günther, Wachtelstr. 51, Geschäftsst.: gr. Theaterstr. 44, I.: [1085, 1362, 1377, 1390]
fragment-line: Tätigke: [1466, 296, 1510, 311]
entry-text: Theater- und Geselligkeitsverein. Vors.: Joh. Westedt, C 4 Dammtor 7370, Langergang 1, Vereinslokal: das.: [167, 1023, 449, 1064]
directory-entry: [159, 1280, 449, 1334]
entry-text: Canalstr. 9. Zweck: Von den Spar-Einlagen Darlehen zu möglichst mässigen Zinsen und günstigen Rückzahlungsbedingungen zu gewähren. Geschäftliche Sitzungen des Vorstandes an jedem Freitag abds. 7½–9 Uhr. Vors. Otto Redlin, Langereihe 29 (1930): [167, 465, 449, 547]
fragment-line: Laz: [1466, 1518, 1487, 1533]
fragment-line: Tat b: [1466, 1363, 1496, 1378]
fragment-line: Pasto: [1466, 1432, 1498, 1447]
entry-name: Gesellschafts-Klub „Fortuna“ von 1923.: [771, 281, 1041, 296]
directory-entry: [771, 698, 1061, 793]
fragment-line: Zweigv: [1466, 262, 1509, 277]
entry-name: Verein der Schauspielfreunde von 1911 Hamburg, e. V.: [771, 470, 1061, 499]
entry-text: Berufsorganisation der Hausfrauen, Böttgerstr. 1, H 1 Hansa 7069, Sprechstunde: täglich 10–1 Uhr. PSch: 9600, BCto: Dresdner Bank, Dep.-Kasse Harvestehude. Zweck: Zusammenschluß der Hausfrauen als Verbraucherinnen, Vertretung der rechtlichen und sozialen Interessen der Hausfrauen, Einfluss der Hausfrau als Erzeugerin und Verbraucherin durch Mitarbeit in den Behörden. Einrichtungen für die Mitglieder: 6 Vermittlungsstellen für Flick- und Stopfarbeit. – Versicherung von Hausfrauen und Kindern gegen Krankheit und Sterbefall durch die „Krankenkasse für selbständige Handwerker und Gewerbetreibende“. Versicherungen aller Art, Einrichtung hauswirtschaftlicher Lehrkurse, monatliche Bezirksversammlungen, Führungen u. Besichtigungen hauswirtschaftlicher Betriebe, jährlich grosse hauswirtschaftliche Ausstellung im Zoo u.a. Vorstand: Frau Emma Hütz, Johnsallee 7; Frau L. Wichmann, Frau D. Pajewski, Frau Dr. Möller, Frau D. Saune.: [779, 1144, 1061, 1444]
entry-name: Hauswirtschaftliche Vereinigung, Interessengemeinschaft der Hausfrauen Hamburgs, e. V.: [1077, 1334, 1377, 1376]
entry-text: Vors. u. Geschäftsstelle: Friedr. Eisfeld, Caspar Voghtstr. 38; Kassenf.: W. Möbus, Wandsbek, Manteuffelstr. 27. Zusammenkunft jeden 1. Donnerstag im Monat im Vereinslokal Lübeckerstr. 84.: [473, 394, 755, 462]
directory-entry: [465, 1153, 755, 1262]
directory-entry: [771, 313, 1061, 381]
entry-text: Dramatischer Verein und Freundschaftsbund, Vors.: Heinr. Püstow, Heitmannstr. 22: [167, 979, 449, 1021]
directory-entry: [1077, 1335, 1377, 1389]
fragment-line: strasse: [1466, 589, 1508, 604]
